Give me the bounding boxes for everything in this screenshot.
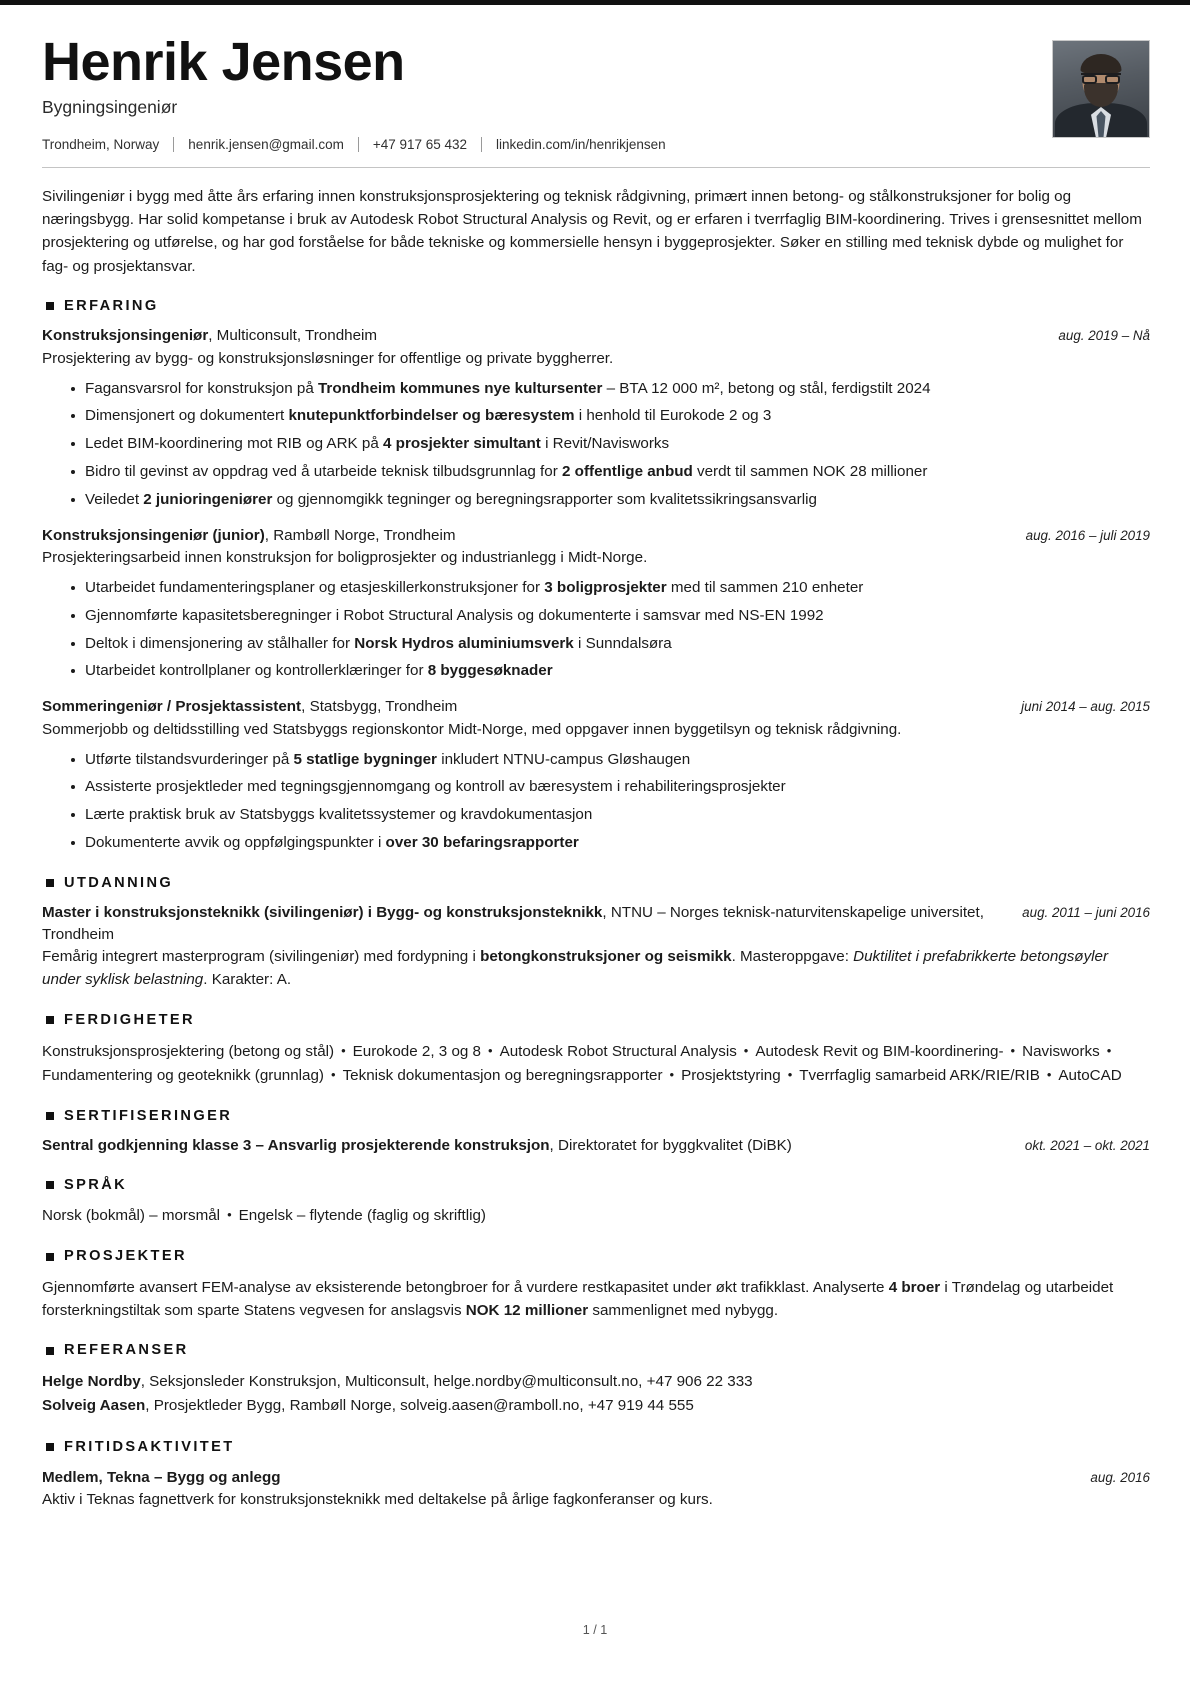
entry-date: okt. 2021 – okt. 2021 xyxy=(1024,1138,1150,1154)
reference-name: Solveig Aasen xyxy=(42,1397,146,1415)
skill-item: AutoCAD xyxy=(1058,1066,1122,1084)
contact-phone[interactable]: +47 917 65 432 xyxy=(372,136,468,152)
separator-dot: • xyxy=(787,1066,793,1082)
bullet-bold: 4 prosjekter simultant xyxy=(383,435,541,453)
bullet-post: – BTA 12 000 m², betong og stål, ferdigstilt 2024 xyxy=(602,379,931,397)
bullet-pre: Assisterte prosjektleder med tegningsgjennomgang og kontroll av bæresystem i rehabiliteringsprosjekter xyxy=(85,778,786,796)
entry-role: Konstruksjonsingeniør (junior) xyxy=(42,526,265,544)
entry-date: juni 2014 – aug. 2015 xyxy=(1021,699,1150,715)
skill-item: Teknisk dokumentasjon og beregningsrapporter xyxy=(342,1066,663,1084)
entry-company: , Multiconsult, Trondheim xyxy=(208,327,378,345)
experience-entry xyxy=(42,696,1150,855)
experience-entry xyxy=(42,325,1150,511)
activity-description: Aktiv i Teknas fagnettverk for konstruksjonsteknikk med deltakelse på årlige fagkonferanser og kurs. xyxy=(42,1491,713,1509)
skill-item: Autodesk Robot Structural Analysis xyxy=(499,1042,737,1060)
education-desc-mid: . Masteroppgave: xyxy=(731,948,854,966)
entry-header xyxy=(42,902,1150,945)
bullet-pre: Ledet BIM-koordinering mot RIB og ARK på xyxy=(85,435,383,453)
entry-company: , Rambøll Norge, Trondheim xyxy=(264,526,456,544)
contact-divider xyxy=(358,137,359,152)
list-item xyxy=(71,605,1150,628)
section-title-ferdigheter: FERDIGHETER xyxy=(64,1012,195,1029)
education-desc-post: . Karakter: A. xyxy=(203,971,292,989)
list-item xyxy=(71,660,1150,683)
section-header xyxy=(42,1109,1150,1124)
avatar-hair xyxy=(1081,54,1122,74)
section-bullet-icon xyxy=(46,1181,54,1189)
bullet-bold: 2 offentlige anbud xyxy=(562,462,693,480)
page-title: Henrik Jensen xyxy=(42,32,405,92)
bullet-post: i Revit/Navisworks xyxy=(540,435,670,453)
reference-name: Helge Nordby xyxy=(42,1372,141,1390)
section-bullet-icon xyxy=(46,1347,54,1355)
project-text-post: sammenlignet med nybygg. xyxy=(588,1302,779,1320)
entry-header xyxy=(42,525,1150,547)
education-desc-bold: betongkonstruksjoner og seismikk xyxy=(480,948,732,966)
list-item xyxy=(71,461,1150,484)
bullet-pre: Dokumenterte avvik og oppfølgingspunkter i xyxy=(85,833,386,851)
bullet-post: inkludert NTNU-campus Gløshaugen xyxy=(436,750,691,768)
list-item xyxy=(71,776,1150,799)
page-top-rule xyxy=(0,0,1190,5)
bullet-bold: Norsk Hydros aluminiumsverk xyxy=(354,634,574,652)
section-title-referanser: REFERANSER xyxy=(64,1342,189,1359)
section-bullet-icon xyxy=(46,1253,54,1261)
certification-issuer: , Direktoratet for byggkvalitet (DiBK) xyxy=(549,1137,792,1155)
skill-item: Autodesk Revit og BIM-koordinering- xyxy=(755,1042,1004,1060)
section-header xyxy=(42,1249,1150,1264)
section-bullet-icon xyxy=(46,1112,54,1120)
header-divider xyxy=(42,167,1150,168)
list-item xyxy=(71,433,1150,456)
section-prosjekter xyxy=(42,1249,1150,1322)
entry-description: Prosjektering av bygg- og konstruksjonsløsninger for offentlige og private byggherrer. xyxy=(42,349,614,367)
reference-entry xyxy=(42,1370,1150,1395)
glasses-icon xyxy=(1081,73,1121,83)
contact-divider xyxy=(481,137,482,152)
experience-entry xyxy=(42,525,1150,684)
skill-item: Eurokode 2, 3 og 8 xyxy=(352,1042,482,1060)
bullet-post: verdt til sammen NOK 28 millioner xyxy=(692,462,928,480)
bullet-bold: over 30 befaringsrapporter xyxy=(385,833,579,851)
section-header xyxy=(42,1013,1150,1028)
section-bullet-icon xyxy=(46,1016,54,1024)
bullet-pre: Dimensjonert og dokumentert xyxy=(85,407,289,425)
certification-name: Sentral godkjenning klasse 3 – Ansvarlig prosjekterende konstruksjon xyxy=(42,1137,550,1155)
entry-bullet-list xyxy=(42,378,1150,512)
list-item xyxy=(71,749,1150,772)
language-item: Norsk (bokmål) – morsmål xyxy=(42,1207,221,1225)
bullet-pre: Utførte tilstandsvurderinger på xyxy=(85,750,294,768)
entry-title xyxy=(42,325,1040,347)
separator-dot: • xyxy=(743,1042,749,1058)
section-sprak xyxy=(42,1178,1150,1229)
list-item xyxy=(71,378,1150,401)
bullet-bold: 3 boligprosjekter xyxy=(544,578,667,596)
education-thesis-title: Duktilitet i prefabrikkerte betongsøyler under syklisk belastning xyxy=(42,948,1109,989)
bullet-pre: Fagansvarsrol for konstruksjon på xyxy=(85,379,318,397)
separator-dot: • xyxy=(669,1066,675,1082)
bullet-pre: Gjennomførte kapasitetsberegninger i Robot Structural Analysis og dokumenterte i samsvar med NS-EN 1992 xyxy=(85,606,824,624)
bullet-post: i Sunndalsøra xyxy=(573,634,672,652)
project-highlight-bridges: 4 broer xyxy=(888,1279,941,1297)
education-entry xyxy=(42,902,1150,992)
entry-title xyxy=(42,902,1004,945)
entry-role: Konstruksjonsingeniør xyxy=(42,327,209,345)
list-item xyxy=(71,405,1150,428)
entry-header xyxy=(42,696,1150,718)
bullet-pre: Deltok i dimensjonering av stålhaller for xyxy=(85,634,355,652)
entry-title xyxy=(42,1135,1007,1157)
bullet-bold: 5 statlige bygninger xyxy=(293,750,437,768)
reference-entry xyxy=(42,1394,1150,1419)
education-school: , NTNU – Norges teknisk-naturvitenskapelige universitet, Trondheim xyxy=(42,904,984,943)
section-bullet-icon xyxy=(46,1443,54,1451)
skill-item: Tverrfaglig samarbeid ARK/RIE/RIB xyxy=(799,1066,1040,1084)
entry-title xyxy=(42,525,1008,547)
reference-details: , Prosjektleder Bygg, Rambøll Norge, solveig.aasen@ramboll.no, +47 919 44 555 xyxy=(145,1397,694,1415)
list-item xyxy=(71,804,1150,827)
project-description xyxy=(42,1276,1150,1322)
bullet-bold: 8 byggesøknader xyxy=(427,662,553,680)
section-header xyxy=(42,1343,1150,1358)
contact-email[interactable]: henrik.jensen@gmail.com xyxy=(188,136,344,152)
entry-date: aug. 2016 – juli 2019 xyxy=(1025,527,1150,543)
entry-header xyxy=(42,1467,1150,1489)
skill-item: Konstruksjonsprosjektering (betong og stål) xyxy=(42,1042,335,1060)
project-highlight-savings: NOK 12 millioner xyxy=(465,1302,589,1320)
bullet-pre: Lærte praktisk bruk av Statsbyggs kvalitetssystemer og kravdokumentasjon xyxy=(85,806,593,824)
section-sertifiseringer xyxy=(42,1109,1150,1157)
summary-paragraph: Sivilingeniør i bygg med åtte års erfaring innen konstruksjonsprosjektering og teknisk rådgivning, primært innen betong- og stålkonstruksjoner for bolig og næringsbygg. Har solid kompetanse i bruk av Autodesk Robot Structural Analysis og Revit, og er erfaren i tverrfaglig BIM-koordinering. Trives i grensesnittet mellom prosjektering og utførelse, og har god forståelse for både tekniske og kommersielle hensyn i byggeprosjekter. Søker en stilling med teknisk dybde og mulighet for fag- og prosjektansvar. xyxy=(42,188,1142,275)
separator-dot: • xyxy=(1046,1066,1052,1082)
section-bullet-icon xyxy=(46,879,54,887)
education-degree: Master i konstruksjonsteknikk (sivilingeniør) i Bygg- og konstruksjonsteknikk xyxy=(42,904,603,922)
section-utdanning xyxy=(42,876,1150,992)
section-fritidsaktivitet xyxy=(42,1440,1150,1512)
section-title-prosjekter: PROSJEKTER xyxy=(64,1248,187,1265)
reference-details: , Seksjonsleder Konstruksjon, Multiconsult, helge.nordby@multiconsult.no, +47 906 22 333 xyxy=(140,1372,753,1390)
bullet-pre: Veiledet xyxy=(85,490,144,508)
activity-name: Medlem, Tekna – Bygg og anlegg xyxy=(42,1468,281,1486)
entry-header xyxy=(42,1135,1150,1157)
section-header xyxy=(42,1440,1150,1455)
entry-date: aug. 2019 – Nå xyxy=(1058,328,1150,344)
bullet-pre: Utarbeidet kontrollplaner og kontrollerklæringer for xyxy=(85,662,428,680)
separator-dot: • xyxy=(1010,1042,1016,1058)
contact-location: Trondheim, Norway xyxy=(42,136,160,152)
separator-dot: • xyxy=(227,1207,232,1223)
list-item xyxy=(71,633,1150,656)
project-text-mid: i Trøndelag og utarbeidet forsterkningstiltak som sparte Statens vegvesen for anslagsvis xyxy=(42,1279,1114,1320)
entry-bullet-list xyxy=(42,577,1150,683)
skill-item: Prosjektstyring xyxy=(681,1066,781,1084)
entry-description: Prosjekteringsarbeid innen konstruksjon for boligprosjekter og industrianlegg i Midt-Norge. xyxy=(42,549,648,567)
contact-linkedin[interactable]: linkedin.com/in/henrikjensen xyxy=(496,136,666,152)
separator-dot: • xyxy=(331,1066,336,1082)
bullet-post: i henhold til Eurokode 2 og 3 xyxy=(574,407,772,425)
skill-item: Navisworks xyxy=(1022,1042,1100,1060)
project-text-pre: Gjennomførte avansert FEM-analyse av eksisterende betongbroer for å vurdere restkapasitet under økt trafikklast. Analyserte xyxy=(42,1279,889,1297)
skills-list xyxy=(42,1040,1150,1088)
language-item: Engelsk – flytende (faglig og skriftlig) xyxy=(238,1207,486,1225)
list-item xyxy=(71,832,1150,855)
section-header xyxy=(42,876,1150,891)
bullet-post: med til sammen 210 enheter xyxy=(666,578,864,596)
separator-dot: • xyxy=(1106,1042,1112,1058)
entry-role: Sommeringeniør / Prosjektassistent xyxy=(42,698,302,716)
entry-date: aug. 2011 – juni 2016 xyxy=(1022,905,1150,921)
section-title-sprak: SPRÅK xyxy=(64,1176,128,1193)
bullet-pre: Utarbeidet fundamenteringsplaner og etasjeskillerkonstruksjoner for xyxy=(85,578,545,596)
bullet-bold: knutepunktforbindelser og bæresystem xyxy=(288,407,575,425)
list-item xyxy=(71,489,1150,512)
section-header xyxy=(42,1178,1150,1193)
section-title-fritidsaktivitet: FRITIDSAKTIVITET xyxy=(64,1439,235,1456)
certification-entry xyxy=(42,1135,1150,1157)
skill-item: Fundamentering og geoteknikk (grunnlag) xyxy=(42,1066,324,1084)
cv-header xyxy=(42,0,1150,153)
contact-line xyxy=(42,136,1030,154)
list-item xyxy=(71,577,1150,600)
entry-title xyxy=(42,1467,1072,1489)
entry-header xyxy=(42,325,1150,347)
avatar xyxy=(1052,40,1150,138)
bullet-bold: Trondheim kommunes nye kultursenter xyxy=(317,379,603,397)
bullet-post: og gjennomgikk tegninger og beregningsrapporter som kvalitetssikringsansvarlig xyxy=(272,490,817,508)
entry-company: , Statsbygg, Trondheim xyxy=(301,698,458,716)
section-title-sertifiseringer: SERTIFISERINGER xyxy=(64,1107,233,1124)
entry-bullet-list xyxy=(42,749,1150,855)
education-desc-pre: Femårig integrert masterprogram (sivilingeniør) med fordypning i xyxy=(42,948,481,966)
activity-entry xyxy=(42,1467,1150,1512)
education-description xyxy=(42,946,1150,992)
languages-list xyxy=(42,1204,1150,1228)
entry-date: aug. 2016 xyxy=(1090,1469,1150,1485)
bullet-bold: 2 junioringeniører xyxy=(143,490,273,508)
bullet-pre: Bidro til gevinst av oppdrag ved å utarbeide teknisk tilbudsgrunnlag for xyxy=(85,462,563,480)
entry-description: Sommerjobb og deltidsstilling ved Statsbyggs regionskontor Midt-Norge, med oppgaver innen byggetilsyn og teknisk rådgivning. xyxy=(42,720,902,738)
header-text-block xyxy=(42,34,1030,153)
section-erfaring xyxy=(42,299,1150,855)
page-footer: 1 / 1 xyxy=(582,1623,608,1637)
section-referanser xyxy=(42,1343,1150,1419)
separator-dot: • xyxy=(341,1042,346,1058)
job-title: Bygningsingeniør xyxy=(42,96,178,117)
section-header xyxy=(42,299,1150,314)
entry-title xyxy=(42,696,1003,718)
contact-divider xyxy=(173,137,174,152)
section-ferdigheter xyxy=(42,1013,1150,1088)
separator-dot: • xyxy=(488,1042,493,1058)
section-title-utdanning: UTDANNING xyxy=(64,874,174,891)
section-bullet-icon xyxy=(46,302,54,310)
section-title-erfaring: ERFARING xyxy=(64,297,159,314)
